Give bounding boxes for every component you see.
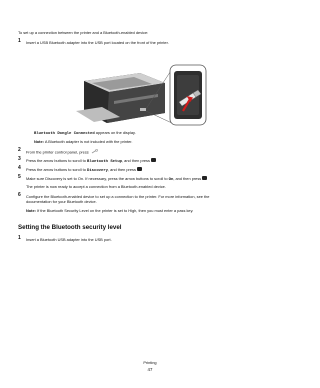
step-text-line2: documentation for your Bluetooth device. [26, 199, 97, 204]
step-number: 1 [18, 38, 21, 44]
menu-item-discovery: Discovery [86, 168, 108, 173]
note-text: A Bluetooth adapter is not included with the printer. [43, 139, 133, 144]
step-text-line1: Configure the Bluetooth-enabled device to set up a connection to the printer. For more information, see the [26, 193, 210, 199]
note [34, 139, 132, 144]
footer-section: Printing [143, 360, 157, 365]
note [26, 208, 193, 213]
step-number: 2 [18, 147, 21, 153]
display-message [34, 130, 136, 137]
note-text: If the Bluetooth Security Level on the printer is set to High, then you must enter a pass key. [35, 208, 194, 213]
printer-icon [76, 73, 165, 123]
note-label: Note: [34, 139, 44, 144]
step-text [26, 158, 156, 165]
step-number: 1 [18, 235, 21, 241]
step-text-post: , and then press [122, 157, 150, 163]
step-text-post: , and then press [108, 166, 136, 172]
printer-bluetooth-illustration [62, 61, 209, 128]
step-number: 4 [18, 165, 21, 171]
wrench-icon [91, 149, 99, 154]
step-text-main: From the printer control panel, press [26, 149, 89, 154]
step-text [26, 167, 142, 174]
step-number: 6 [18, 192, 21, 198]
step-text-post: , and then press [173, 175, 202, 181]
step-text [26, 176, 207, 183]
section-heading: Setting the Bluetooth security level [18, 224, 122, 231]
note-label: Note: [26, 208, 36, 213]
select-button-icon [151, 158, 156, 162]
usb-port-zoom [170, 65, 206, 125]
page-number: 47 [147, 367, 153, 372]
step-text-pre: Press the arrow buttons to scroll to [26, 157, 87, 163]
select-button-icon [202, 176, 207, 180]
select-button-icon [137, 167, 142, 171]
step-number: 3 [18, 156, 21, 162]
step-number: 5 [18, 174, 21, 180]
step-text: Insert a Bluetooth USB adapter into the USB port. [26, 236, 112, 242]
step-text-pre: Make sure Discovery is set to On. If necessary, press the arrow buttons to scroll to [26, 175, 169, 181]
display-message-mono: Bluetooth Dongle Connected [34, 132, 95, 136]
step-text [26, 149, 99, 155]
display-message-rest: appears on the display. [94, 130, 136, 135]
step-subtext: The printer is now ready to accept a connection from a Bluetooth-enabled device. [26, 184, 166, 189]
menu-item-bluetooth-setup: Bluetooth Setup [86, 159, 123, 164]
step-text-pre: Press the arrow buttons to scroll to [26, 166, 87, 172]
menu-item-on: On [168, 177, 174, 182]
step-text: Insert a USB Bluetooth adapter into the USB port located on the front of the printer. [26, 39, 169, 45]
intro-text: To set up a connection between the printer and a Bluetooth-enabled device: [18, 30, 149, 35]
